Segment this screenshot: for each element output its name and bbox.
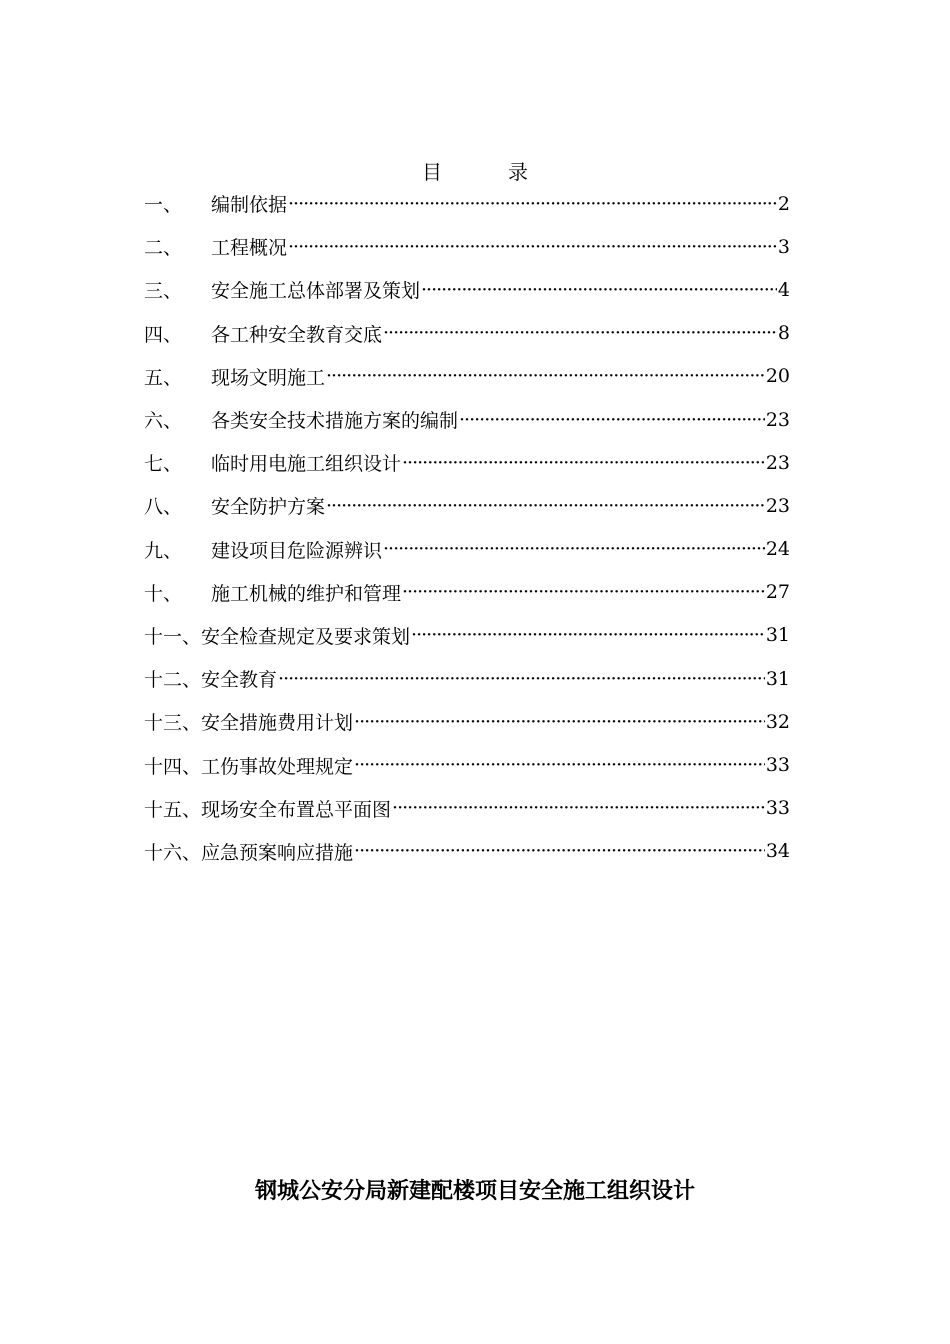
toc-entry[interactable] bbox=[144, 312, 790, 355]
toc-entry-page-number: 31 bbox=[765, 624, 790, 647]
toc-title-right: 录 bbox=[508, 160, 528, 184]
toc-dot-leader bbox=[326, 369, 765, 389]
toc-dot-leader bbox=[392, 801, 765, 821]
toc-dot-leader bbox=[354, 758, 765, 778]
toc-dot-leader bbox=[326, 499, 765, 519]
toc-entry-number: 四、 bbox=[144, 323, 183, 346]
toc-entry-label: 施工机械的维护和管理 bbox=[211, 582, 402, 605]
toc-entry-page-number: 33 bbox=[765, 797, 790, 820]
toc-dot-leader bbox=[421, 283, 777, 303]
toc-entry-label: 建设项目危险源辨识 bbox=[211, 539, 383, 562]
toc-entry-label: 安全防护方案 bbox=[211, 496, 326, 519]
toc-entry-number: 九、 bbox=[144, 539, 183, 562]
toc-entry[interactable] bbox=[144, 700, 790, 743]
toc-entry-number: 十三、 bbox=[144, 712, 202, 735]
toc-entry-label: 工程概况 bbox=[211, 237, 288, 260]
toc-dot-leader bbox=[288, 197, 777, 217]
toc-entry-number: 二、 bbox=[144, 237, 183, 260]
toc-dot-leader bbox=[383, 542, 765, 562]
toc-entry-page-number: 2 bbox=[777, 192, 790, 215]
toc-entry-label: 现场文明施工 bbox=[211, 366, 326, 389]
toc-entry[interactable] bbox=[144, 268, 790, 311]
toc-dot-leader bbox=[411, 628, 765, 648]
toc-entry-label: 工伤事故处理规定 bbox=[201, 755, 354, 778]
toc-entry-page-number: 27 bbox=[765, 581, 790, 604]
toc-entry-number: 八、 bbox=[144, 496, 183, 519]
toc-entry-page-number: 4 bbox=[777, 278, 790, 301]
toc-entry[interactable] bbox=[144, 225, 790, 268]
toc-entry-number: 七、 bbox=[144, 453, 183, 476]
toc-entry-page-number: 3 bbox=[777, 235, 790, 258]
document-heading: 钢城公安分局新建配楼项目安全施工组织设计 bbox=[254, 1179, 695, 1204]
toc-entry-page-number: 34 bbox=[765, 840, 790, 863]
toc-entry-page-number: 20 bbox=[765, 365, 790, 388]
toc-entry-number: 十五、 bbox=[144, 798, 202, 821]
toc-entry[interactable] bbox=[144, 484, 790, 527]
toc-entry-number: 十一、 bbox=[144, 625, 202, 648]
toc-entry[interactable] bbox=[144, 398, 790, 441]
toc-dot-leader bbox=[354, 844, 765, 864]
toc-entry[interactable] bbox=[144, 528, 790, 571]
toc-entry-label: 安全检查规定及要求策划 bbox=[201, 625, 411, 648]
toc-entry[interactable] bbox=[144, 182, 790, 225]
toc-entry-page-number: 24 bbox=[765, 538, 790, 561]
toc-dot-leader bbox=[459, 413, 765, 433]
toc-entry-page-number: 8 bbox=[777, 322, 790, 345]
toc-dot-leader bbox=[402, 585, 765, 605]
toc-entry[interactable] bbox=[144, 441, 790, 484]
toc-entry-number: 五、 bbox=[144, 366, 183, 389]
toc-entry-number: 十四、 bbox=[144, 755, 202, 778]
toc-entry[interactable] bbox=[144, 355, 790, 398]
toc-entry-label: 安全措施费用计划 bbox=[201, 712, 354, 735]
toc-entry-number: 三、 bbox=[144, 280, 183, 303]
toc-entry-number: 十、 bbox=[144, 582, 183, 605]
toc-entry-label: 各工种安全教育交底 bbox=[211, 323, 383, 346]
toc-entry-label: 临时用电施工组织设计 bbox=[211, 453, 402, 476]
toc-entry-page-number: 23 bbox=[765, 408, 790, 431]
toc-entry[interactable] bbox=[144, 830, 790, 873]
toc-dot-leader bbox=[402, 456, 765, 476]
toc-entry[interactable] bbox=[144, 657, 790, 700]
toc-entry-number: 一、 bbox=[144, 194, 183, 217]
toc-title-left: 目 bbox=[422, 160, 442, 184]
toc-entry-label: 各类安全技术措施方案的编制 bbox=[211, 410, 459, 433]
toc-entry[interactable] bbox=[144, 743, 790, 786]
toc-entry-number: 六、 bbox=[144, 410, 183, 433]
toc-entry-page-number: 23 bbox=[765, 451, 790, 474]
toc-dot-leader bbox=[278, 672, 765, 692]
toc-entry-label: 安全教育 bbox=[201, 669, 278, 692]
toc-entry-label: 应急预案响应措施 bbox=[201, 841, 354, 864]
toc-entry-number: 十二、 bbox=[144, 669, 202, 692]
toc-dot-leader bbox=[354, 715, 765, 735]
toc-list bbox=[144, 182, 790, 873]
toc-entry[interactable] bbox=[144, 614, 790, 657]
toc-entry-label: 现场安全布置总平面图 bbox=[201, 798, 392, 821]
toc-entry-number: 十六、 bbox=[144, 841, 202, 864]
toc-entry-page-number: 33 bbox=[765, 754, 790, 777]
toc-dot-leader bbox=[383, 326, 777, 346]
toc-entry-label: 编制依据 bbox=[211, 194, 288, 217]
toc-entry[interactable] bbox=[144, 787, 790, 830]
toc-dot-leader bbox=[288, 240, 777, 260]
toc-entry-page-number: 23 bbox=[765, 494, 790, 517]
toc-entry[interactable] bbox=[144, 571, 790, 614]
toc-entry-page-number: 32 bbox=[765, 710, 790, 733]
toc-entry-page-number: 31 bbox=[765, 667, 790, 690]
toc-entry-label: 安全施工总体部署及策划 bbox=[211, 280, 421, 303]
